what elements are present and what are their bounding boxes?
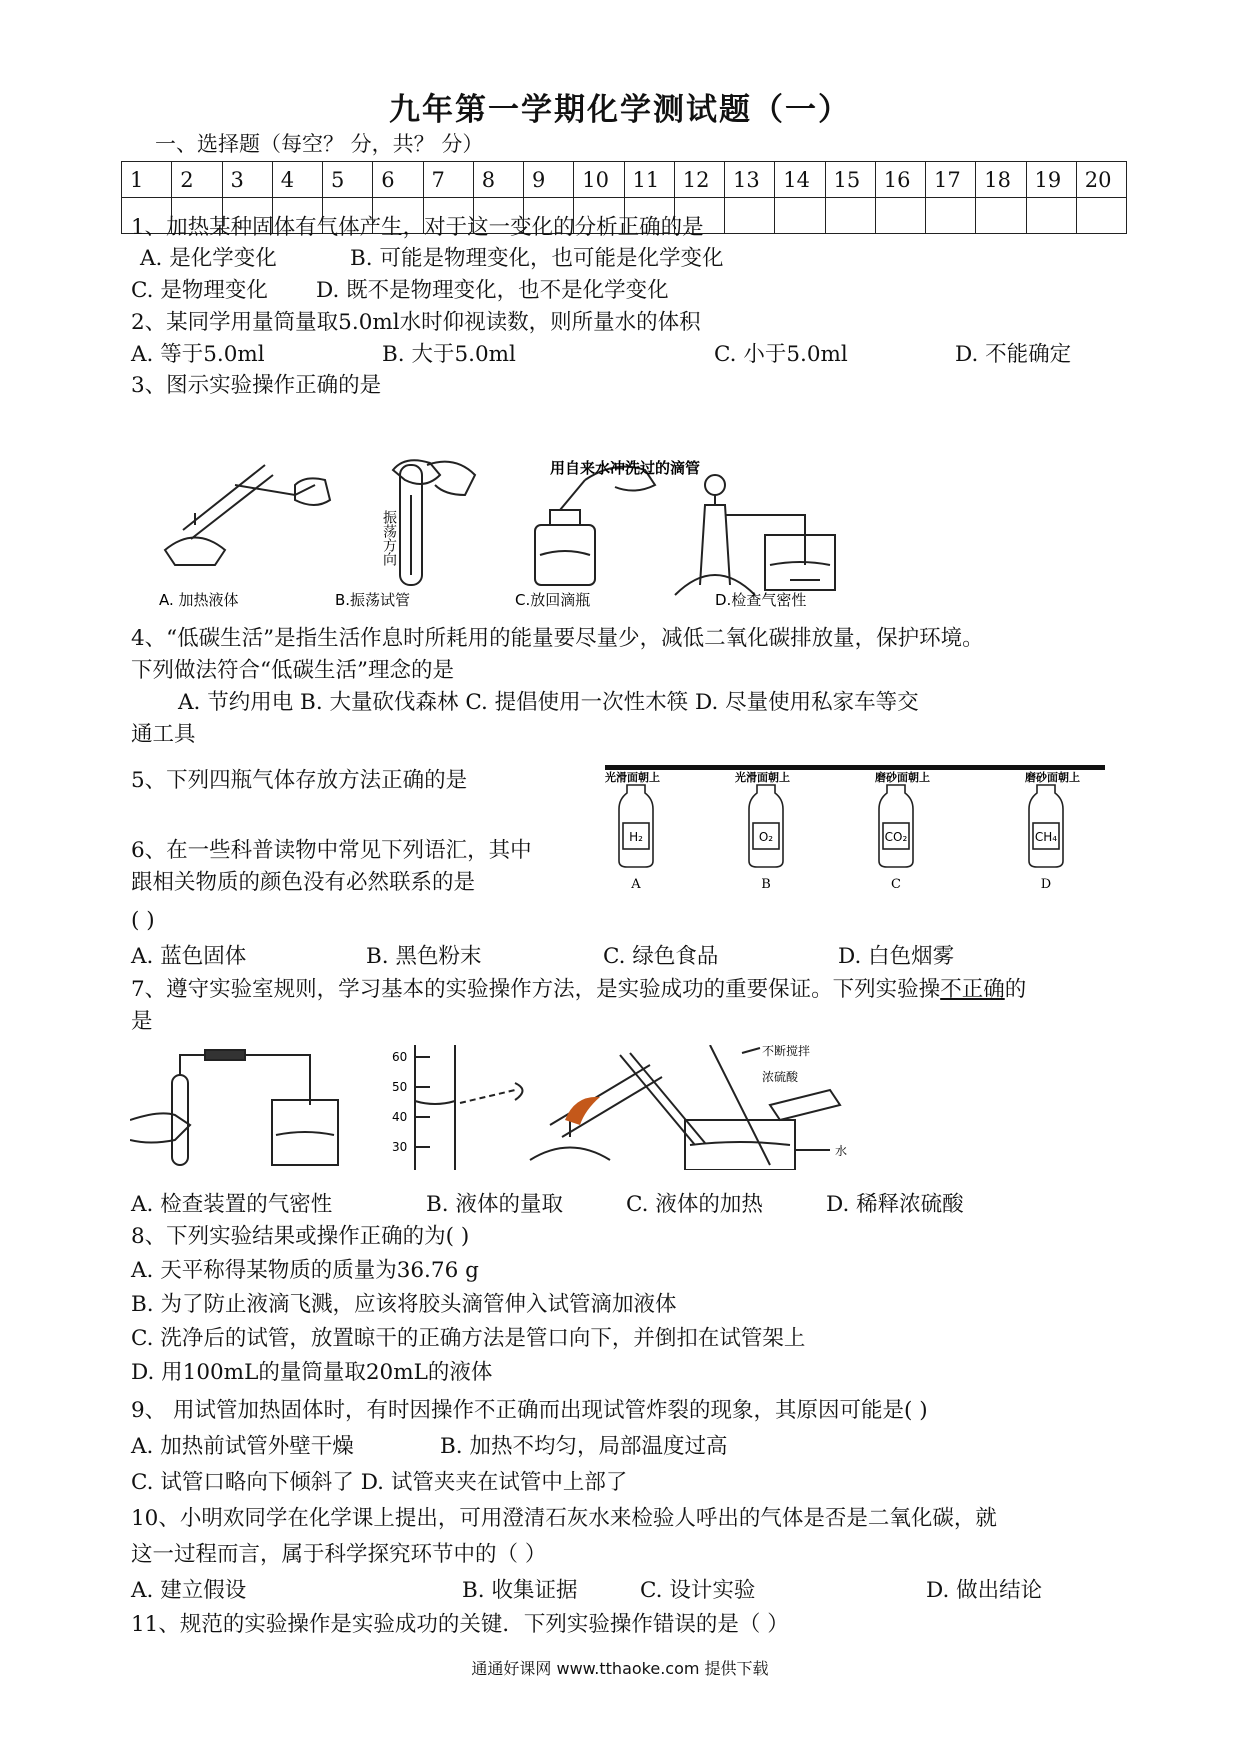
- q6-stem-line1: 6、在一些科普读物中常见下列语汇，其中: [131, 838, 532, 863]
- answer-grid-answer-cell[interactable]: [875, 198, 925, 234]
- q5-stem: 5、下列四瓶气体存放方法正确的是: [131, 768, 468, 793]
- q3-caption-a: A. 加热液体: [159, 591, 239, 609]
- q7-cyl-tick-60: 60: [392, 1050, 408, 1064]
- q1-option-a: A. 是化学变化: [140, 246, 277, 271]
- q7-stem-underlined: 不正确: [940, 977, 1005, 1002]
- q7-cyl-tick-40: 40: [392, 1110, 408, 1124]
- q7-option-c: C. 液体的加热: [626, 1192, 763, 1217]
- q10-option-d: D. 做出结论: [926, 1578, 1043, 1603]
- answer-grid-number-cell: 9: [524, 162, 574, 198]
- q7-stem-line2: 是: [131, 1009, 153, 1034]
- q3-fig-c-text: 用自来水冲洗过的滴管: [550, 459, 701, 477]
- answer-grid-number-cell: 14: [775, 162, 825, 198]
- answer-grid-number-cell: 15: [825, 162, 875, 198]
- answer-grid-number-cell: 11: [624, 162, 674, 198]
- answer-grid-number-cell: 18: [976, 162, 1026, 198]
- answer-grid-number-cell: 19: [1026, 162, 1076, 198]
- q5-letter-c: C: [891, 877, 901, 892]
- answer-grid-number-cell: 5: [323, 162, 373, 198]
- answer-grid-number-cell: 2: [172, 162, 222, 198]
- q5-letter-a: A: [631, 877, 641, 892]
- q4-stem-line1: 4、“低碳生活”是指生活作息时所耗用的能量要尽量少，减低二氧化碳排放量，保护环境。: [131, 626, 984, 651]
- answer-grid-answer-cell[interactable]: [1026, 198, 1076, 234]
- q6-option-c: C. 绿色食品: [603, 944, 719, 969]
- answer-grid-number-cell: 20: [1076, 162, 1126, 198]
- answer-grid-answer-cell[interactable]: [1076, 198, 1126, 234]
- q7-option-d: D. 稀释浓硫酸: [826, 1192, 964, 1217]
- answer-grid-answer-cell[interactable]: [926, 198, 976, 234]
- q8-option-a: A. 天平称得某物质的质量为36.76 g: [131, 1258, 479, 1283]
- q7-fig-label-stir: 不断搅拌: [762, 1045, 811, 1058]
- q2-option-a: A. 等于5.0ml: [131, 342, 265, 367]
- answer-grid-number-cell: 4: [272, 162, 322, 198]
- q5-letter-d: D: [1040, 877, 1052, 892]
- q7-stem-line1: [131, 975, 1026, 1005]
- q9-option-a: A. 加热前试管外壁干燥: [131, 1434, 354, 1459]
- answer-grid-answer-cell[interactable]: [976, 198, 1026, 234]
- q7-fig-label-acid: 浓硫酸: [762, 1070, 799, 1084]
- q5-bottle-label-b: 光滑面朝上: [735, 771, 790, 784]
- q4-options-cont: 通工具: [131, 722, 196, 747]
- q11-stem: 11、规范的实验操作是实验成功的关键．下列实验操作错误的是（ ）: [131, 1612, 789, 1637]
- q10-option-a: A. 建立假设: [131, 1578, 247, 1603]
- q10-option-c: C. 设计实验: [640, 1578, 756, 1603]
- q7-cyl-tick-30: 30: [392, 1140, 408, 1154]
- q10-stem-line1: 10、小明欢同学在化学课上提出，可用澄清石灰水来检验人呼出的气体是否是二氧化碳，就: [131, 1506, 997, 1531]
- q3-stem: 3、图示实验操作正确的是: [131, 373, 382, 398]
- q10-stem-line2: 这一过程而言，属于科学探究环节中的（ ）: [131, 1542, 547, 1567]
- answer-grid-number-cell: 1: [122, 162, 172, 198]
- q7-option-a: A. 检查装置的气密性: [131, 1192, 333, 1217]
- q7-option-b: B. 液体的量取: [426, 1192, 563, 1217]
- answer-grid-answer-cell[interactable]: [725, 198, 775, 234]
- answer-grid-number-cell: 17: [926, 162, 976, 198]
- q4-stem-line2: 下列做法符合“低碳生活”理念的是: [131, 658, 454, 683]
- q9-option-cd: C. 试管口略向下倾斜了 D. 试管夹夹在试管中上部了: [131, 1470, 628, 1495]
- answer-grid-number-cell: 13: [725, 162, 775, 198]
- q6-option-b: B. 黑色粉末: [366, 944, 482, 969]
- q2-option-d: D. 不能确定: [955, 342, 1072, 367]
- answer-grid-answer-cell[interactable]: [775, 198, 825, 234]
- q7-cyl-tick-50: 50: [392, 1080, 408, 1094]
- q6-stem-line2: 跟相关物质的颜色没有必然联系的是: [131, 870, 476, 895]
- q8-option-c: C. 洗净后的试管，放置晾干的正确方法是管口向下，并倒扣在试管架上: [131, 1326, 806, 1351]
- q8-option-b: B. 为了防止液滴飞溅，应该将胶头滴管伸入试管滴加液体: [131, 1292, 677, 1317]
- answer-grid-number-cell: 12: [674, 162, 724, 198]
- q9-option-b: B. 加热不均匀，局部温度过高: [440, 1434, 728, 1459]
- q5-figure: [605, 765, 1105, 895]
- q3-caption-c: C.放回滴瓶: [515, 591, 591, 609]
- answer-grid-number-cell: 6: [373, 162, 423, 198]
- q3-caption-d: D.检查气密性: [715, 591, 807, 609]
- q5-letter-b: B: [761, 877, 771, 892]
- q9-stem: 9、 用试管加热固体时，有时因操作不正确而出现试管炸裂的现象，其原因可能是( ): [131, 1398, 928, 1423]
- q5-bottle-label-a: 光滑面朝上: [605, 771, 660, 784]
- q1-option-b: B. 可能是物理变化，也可能是化学变化: [350, 246, 724, 271]
- q3-caption-b: B.振荡试管: [335, 591, 411, 609]
- q5-bottle-label-d: 磨砂面朝上: [1025, 771, 1080, 784]
- answer-grid-answer-cell[interactable]: [825, 198, 875, 234]
- q3-fig-b-text: 振荡方向: [381, 510, 397, 566]
- answer-grid-number-cell: 3: [222, 162, 272, 198]
- answer-grid-number-cell: 8: [473, 162, 523, 198]
- q7-fig-label-water: 水: [835, 1144, 848, 1158]
- page-footer: 通通好课网 www.tthaoke.com 提供下载: [471, 1659, 769, 1678]
- q10-option-b: B. 收集证据: [462, 1578, 578, 1603]
- q1-option-d: D. 既不是物理变化，也不是化学变化: [316, 278, 669, 303]
- answer-grid-numbers-row: [122, 162, 1127, 198]
- q3-figure: [155, 455, 895, 610]
- q6-option-d: D. 白色烟雾: [838, 944, 955, 969]
- q5-bottle-label-c: 磨砂面朝上: [875, 771, 930, 784]
- q2-stem: 2、某同学用量筒量取5.0ml水时仰视读数，则所量水的体积: [131, 310, 701, 335]
- q8-option-d: D. 用100mL的量筒量取20mL的液体: [131, 1360, 493, 1385]
- q8-stem: 8、下列实验结果或操作正确的为( ): [131, 1224, 470, 1249]
- q5-gas-a: H₂: [629, 830, 643, 844]
- answer-grid-number-cell: 10: [574, 162, 624, 198]
- q7-stem-tail: 的: [1004, 977, 1027, 1002]
- answer-grid-number-cell: 7: [423, 162, 473, 198]
- q5-gas-d: CH₄: [1034, 830, 1058, 844]
- page-title: 九年第一学期化学测试题（一）: [389, 92, 851, 128]
- q2-option-c: C. 小于5.0ml: [714, 342, 848, 367]
- q5-gas-c: CO₂: [884, 830, 908, 844]
- q1-option-c: C. 是物理变化: [131, 278, 268, 303]
- answer-grid-number-cell: 16: [875, 162, 925, 198]
- section-heading: 一、选择题（每空？ 分，共？ 分）: [155, 132, 484, 156]
- q7-figure: [130, 1045, 910, 1170]
- q6-option-a: A. 蓝色固体: [131, 944, 247, 969]
- q1-stem: 1、加热某种固体有气体产生，对于这一变化的分析正确的是: [131, 215, 704, 240]
- q4-options: A. 节约用电 B. 大量砍伐森林 C. 提倡使用一次性木筷 D. 尽量使用私家车等交: [178, 690, 919, 715]
- q2-option-b: B. 大于5.0ml: [382, 342, 516, 367]
- q7-stem-text: 7、遵守实验室规则，学习基本的实验操作方法，是实验成功的重要保证。下列实验操: [131, 977, 941, 1002]
- q5-gas-b: O₂: [758, 830, 774, 844]
- q6-answer-paren: ( ): [131, 908, 155, 933]
